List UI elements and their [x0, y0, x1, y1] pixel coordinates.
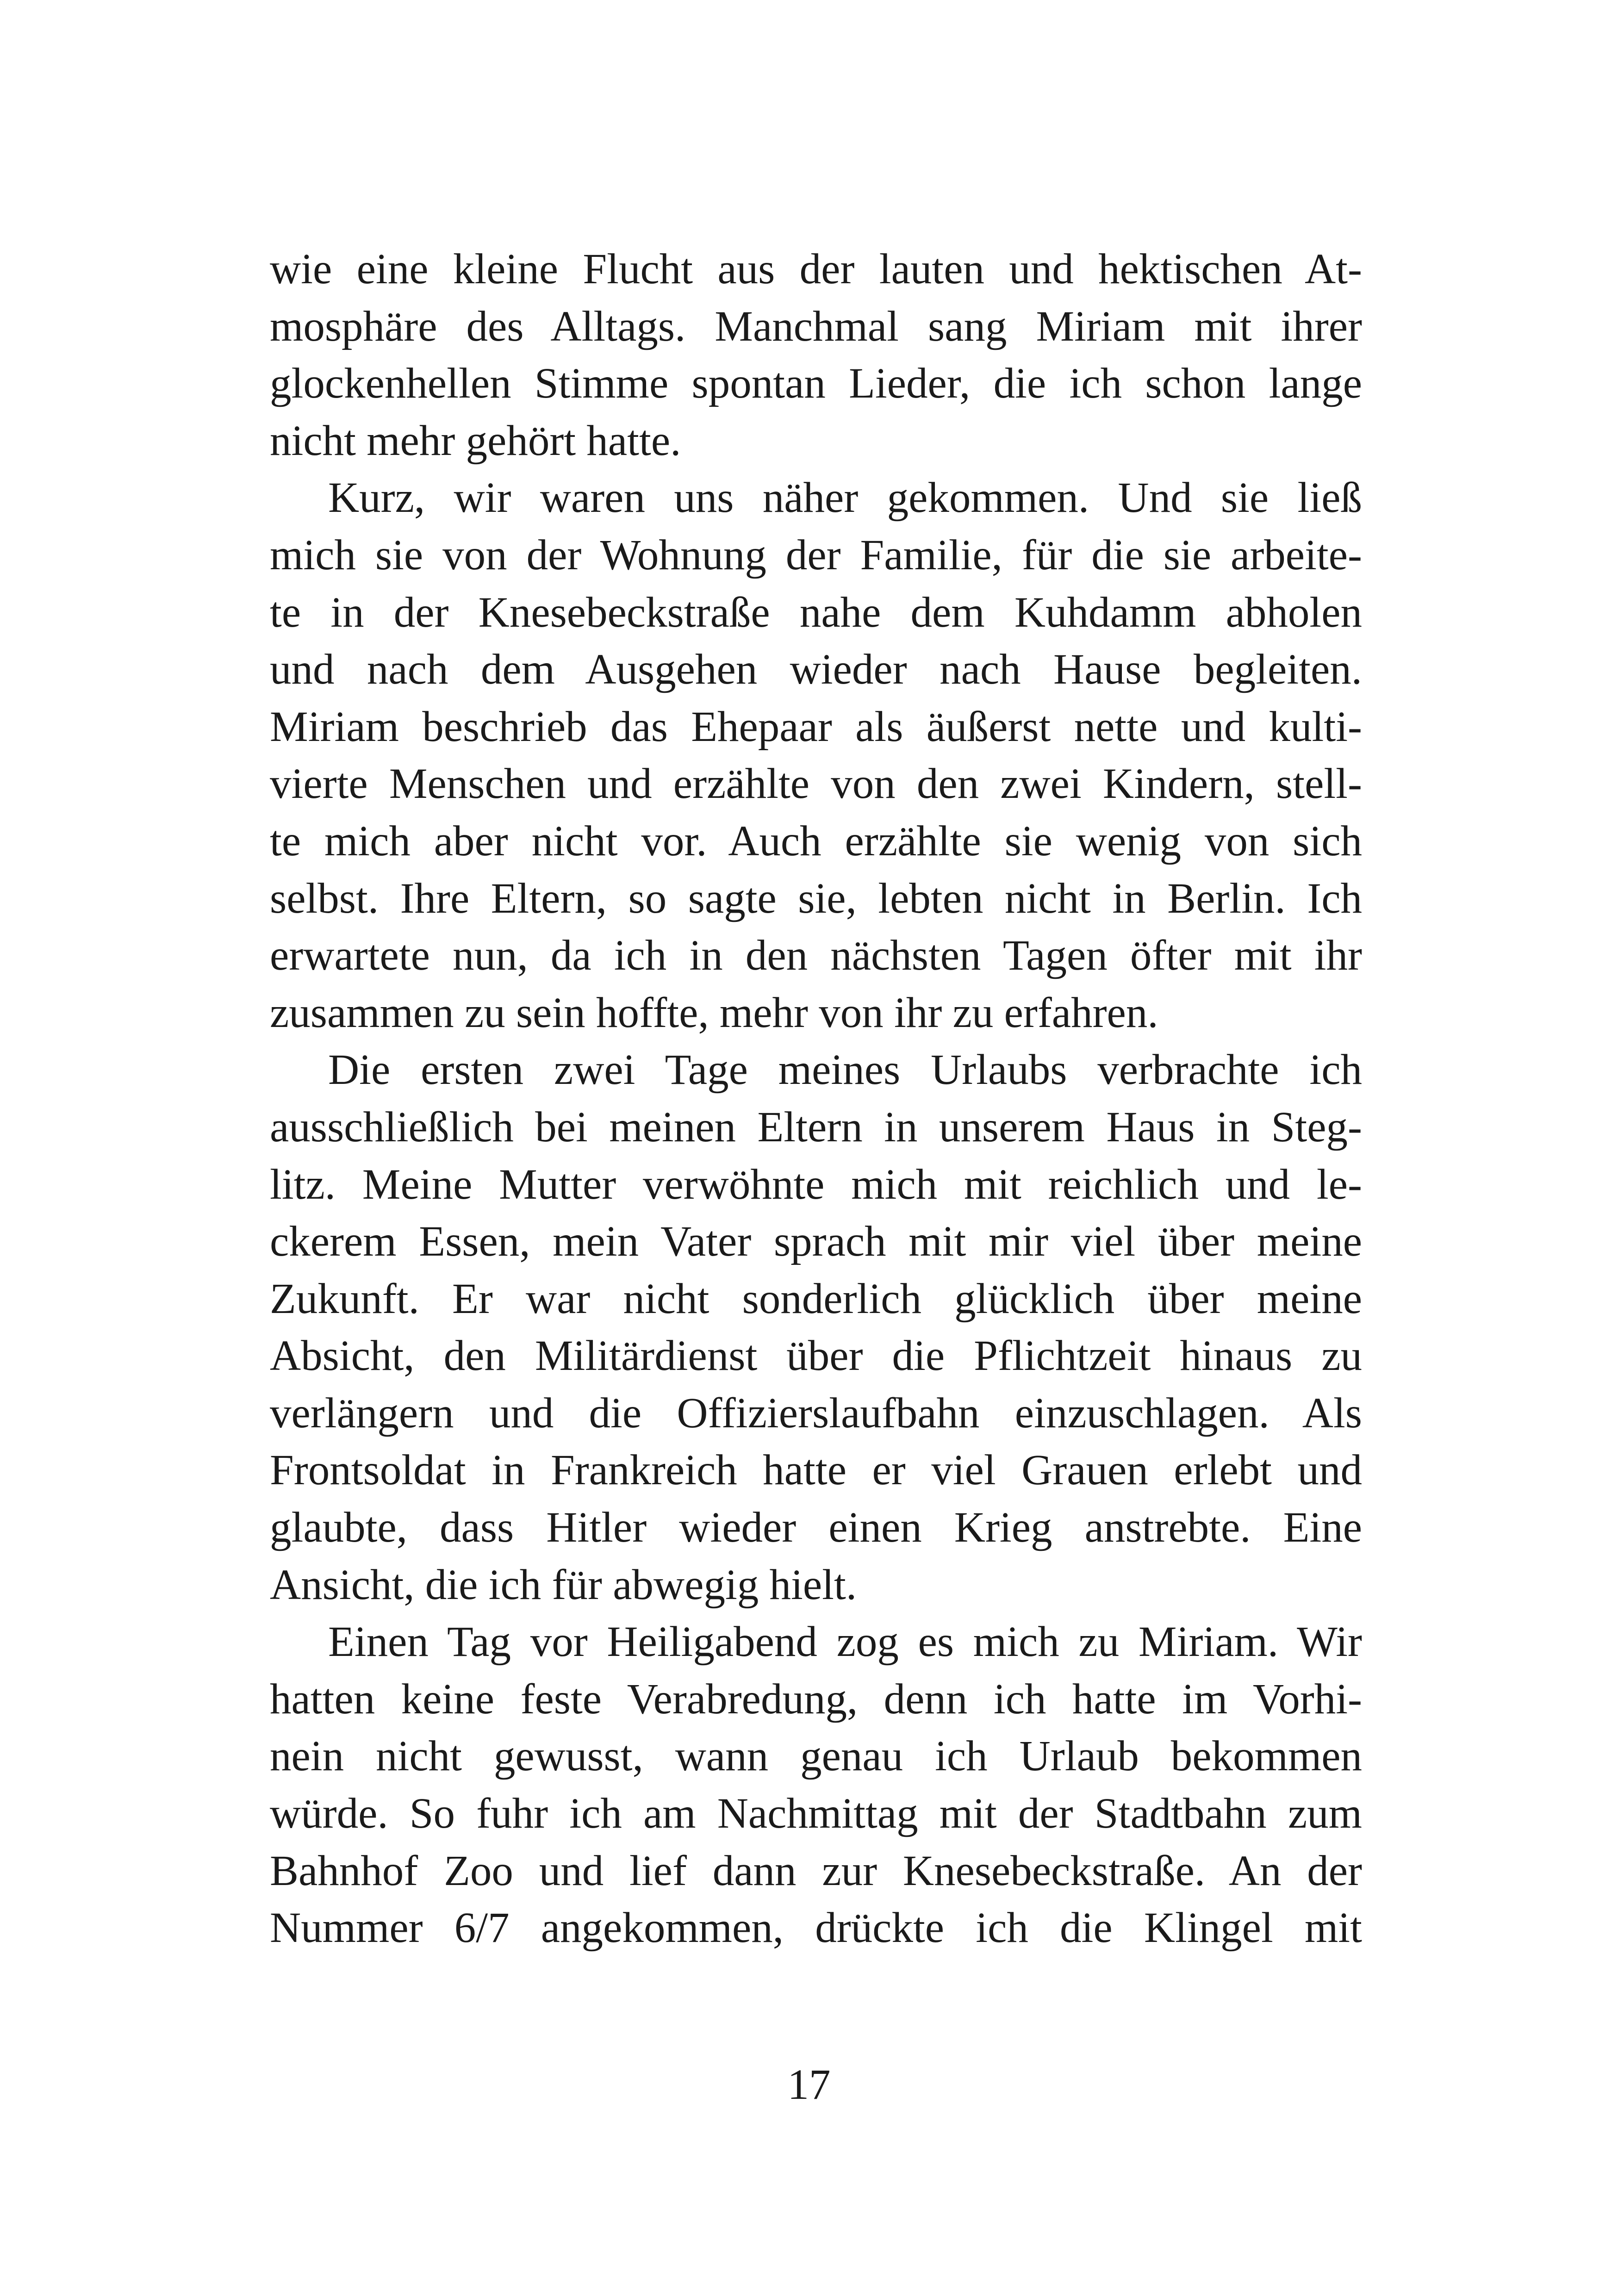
text-line: Absicht, den Militärdienst über die Pflichtzeit hinaus zu	[270, 1332, 1362, 1380]
text-line: glaubte, dass Hitler wieder einen Krieg anstrebte. Eine	[270, 1504, 1362, 1552]
text-line: mosphäre des Alltags. Manchmal sang Miriam mit ihrer	[270, 302, 1362, 350]
text-line: Miriam beschrieb das Ehepaar als äußerst nette und kulti-	[270, 703, 1362, 751]
text-line: selbst. Ihre Eltern, so sagte sie, lebten nicht in Berlin. Ich	[270, 874, 1362, 922]
text-line: Einen Tag vor Heiligabend zog es mich zu Miriam. Wir	[328, 1618, 1362, 1666]
text-line: te in der Knesebeckstraße nahe dem Kuhdamm abholen	[270, 588, 1362, 636]
text-line: und nach dem Ausgehen wieder nach Hause begleiten.	[270, 646, 1362, 694]
body-text	[270, 241, 1362, 1957]
text-line: Ansicht, die ich für abwegig hielt.	[270, 1561, 857, 1609]
text-line: Frontsoldat in Frankreich hatte er viel Grauen erlebt und	[270, 1446, 1362, 1494]
text-line: Zukunft. Er war nicht sonderlich glücklich über meine	[270, 1275, 1362, 1323]
page-number: 17	[787, 2061, 831, 2109]
text-line: vierte Menschen und erzählte von den zwei Kindern, stell-	[270, 760, 1362, 808]
text-line: hatten keine feste Verabredung, denn ich hatte im Vorhi-	[270, 1675, 1362, 1723]
text-line: Die ersten zwei Tage meines Urlaubs verbrachte ich	[328, 1046, 1362, 1094]
text-line: nicht mehr gehört hatte.	[270, 417, 681, 465]
text-line: nein nicht gewusst, wann genau ich Urlaub bekommen	[270, 1732, 1362, 1780]
text-line: würde. So fuhr ich am Nachmittag mit der Stadtbahn zum	[270, 1790, 1362, 1838]
text-line: erwartete nun, da ich in den nächsten Tagen öfter mit ihr	[270, 932, 1362, 980]
text-line: Kurz, wir waren uns näher gekommen. Und sie ließ	[328, 474, 1362, 522]
text-line: mich sie von der Wohnung der Familie, für die sie arbeite-	[270, 531, 1362, 579]
text-line: glockenhellen Stimme spontan Lieder, die ich schon lange	[270, 360, 1362, 408]
text-line: ckerem Essen, mein Vater sprach mit mir viel über meine	[270, 1218, 1362, 1266]
text-line: Nummer 6/7 angekommen, drückte ich die Klingel mit	[270, 1904, 1362, 1952]
text-line: verlängern und die Offizierslaufbahn einzuschlagen. Als	[270, 1389, 1362, 1437]
text-line: Bahnhof Zoo und lief dann zur Knesebeckstraße. An der	[270, 1847, 1362, 1895]
text-line: te mich aber nicht vor. Auch erzählte sie wenig von sich	[270, 817, 1362, 865]
text-line: ausschließlich bei meinen Eltern in unserem Haus in Steg-	[270, 1103, 1362, 1151]
text-line: zusammen zu sein hoffte, mehr von ihr zu erfahren.	[270, 989, 1158, 1037]
text-line: wie eine kleine Flucht aus der lauten und hektischen At-	[270, 245, 1362, 293]
text-line: litz. Meine Mutter verwöhnte mich mit reichlich und le-	[270, 1160, 1362, 1208]
